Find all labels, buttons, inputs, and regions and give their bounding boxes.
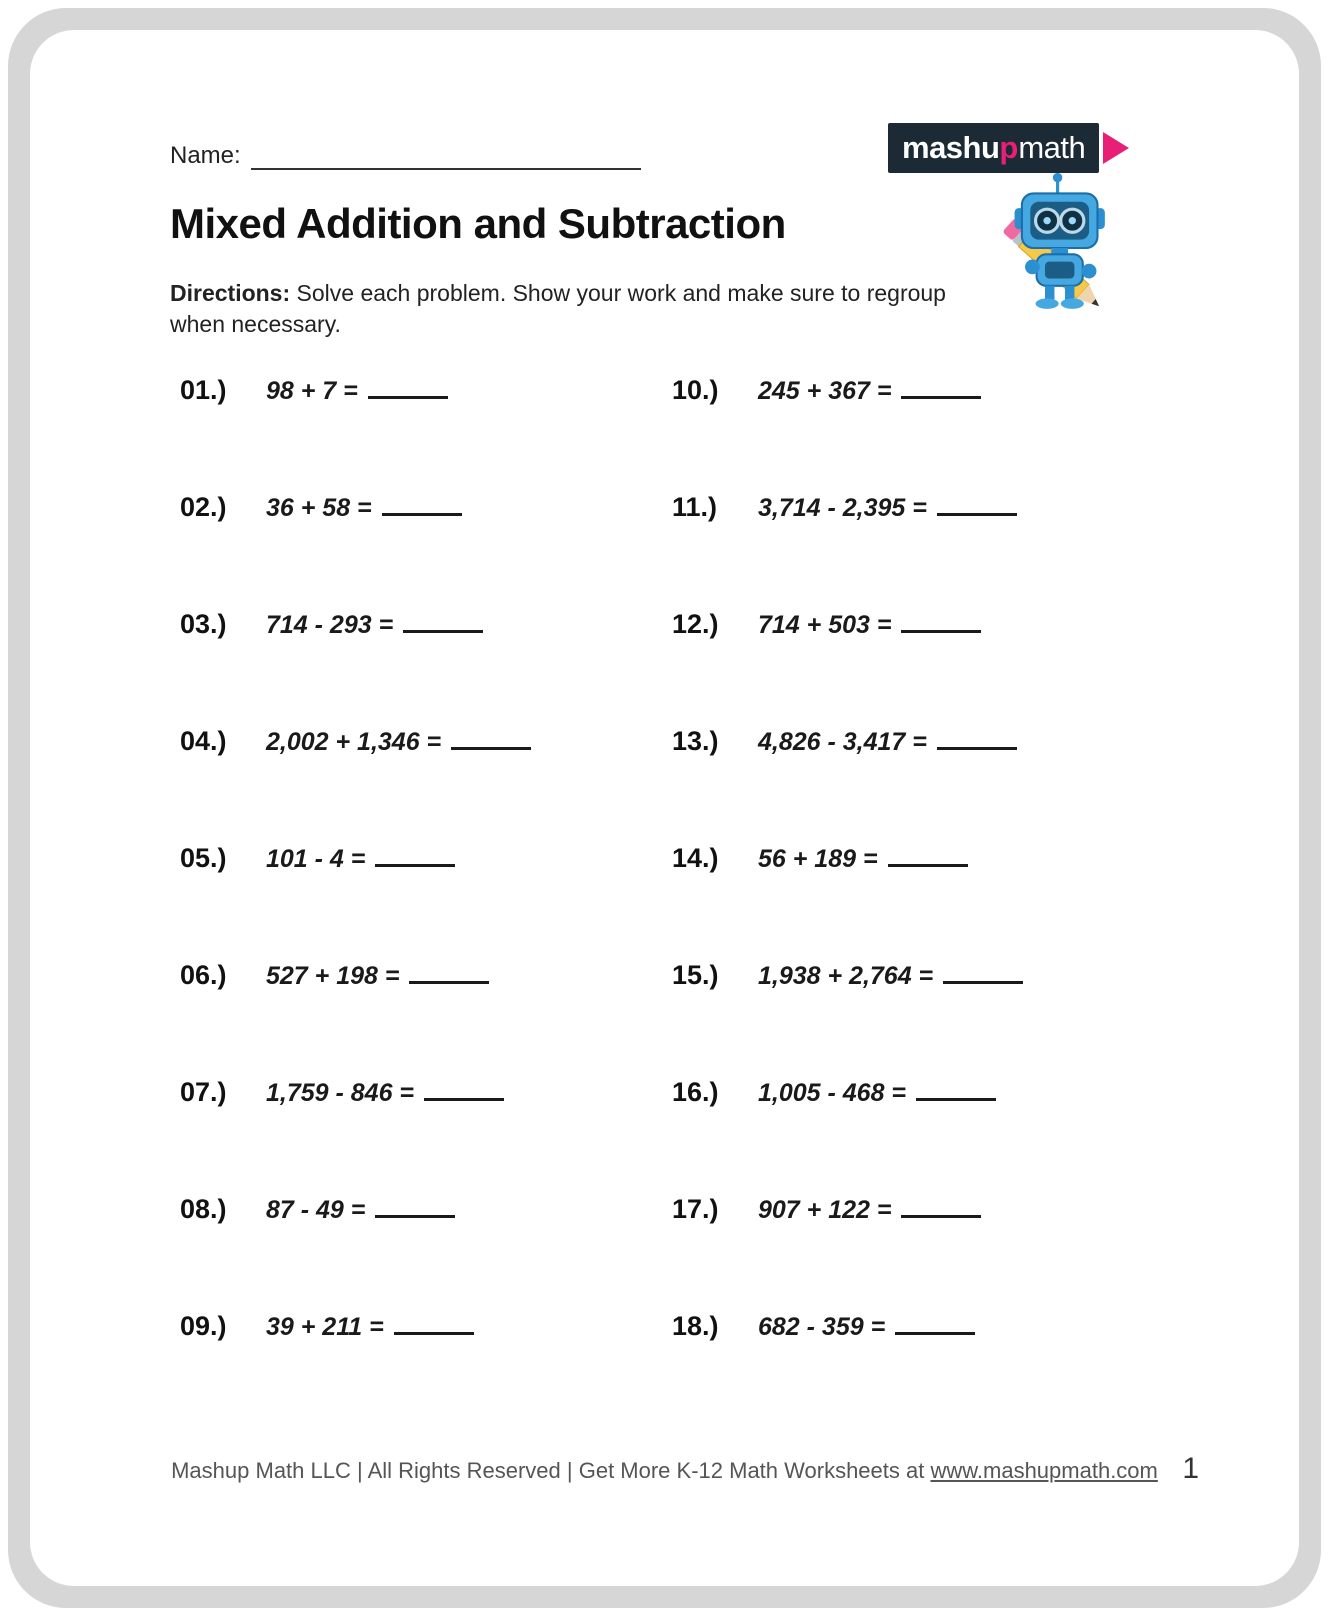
problem-row xyxy=(180,960,670,1077)
problem-number: 10.) xyxy=(672,375,719,405)
problem-row xyxy=(672,1311,1232,1428)
answer-blank[interactable] xyxy=(916,1081,996,1101)
directions-label: Directions: xyxy=(170,280,291,306)
problem-expression: 245 + 367 = xyxy=(758,377,892,405)
footer xyxy=(30,1458,1299,1484)
answer-blank[interactable] xyxy=(901,379,981,399)
problem-number: 04.) xyxy=(180,726,227,756)
answer-blank[interactable] xyxy=(901,1198,981,1218)
answer-blank[interactable] xyxy=(403,613,483,633)
play-triangle-icon xyxy=(1103,132,1129,164)
directions xyxy=(170,278,950,340)
problem-expression: 1,759 - 846 = xyxy=(266,1079,415,1107)
problem-row xyxy=(672,960,1232,1077)
directions-text: Solve each problem. Show your work and make sure to regroup when necessary. xyxy=(170,280,946,337)
problem-row xyxy=(672,726,1232,843)
problem-expression: 101 - 4 = xyxy=(266,845,366,873)
problem-row xyxy=(180,1077,670,1194)
mashup-math-logo xyxy=(888,123,1129,173)
problem-number: 05.) xyxy=(180,843,227,873)
problem-number: 15.) xyxy=(672,960,719,990)
problem-expression: 39 + 211 = xyxy=(266,1313,384,1341)
problem-expression: 1,938 + 2,764 = xyxy=(758,962,934,990)
answer-blank[interactable] xyxy=(937,730,1017,750)
problem-row xyxy=(180,1194,670,1311)
answer-blank[interactable] xyxy=(375,847,455,867)
problem-number: 01.) xyxy=(180,375,227,405)
logo-text-p: p xyxy=(999,130,1019,165)
problem-expression: 98 + 7 = xyxy=(266,377,358,405)
answer-blank[interactable] xyxy=(888,847,968,867)
problem-number: 09.) xyxy=(180,1311,227,1341)
problems-column-right xyxy=(672,375,1232,1428)
answer-blank[interactable] xyxy=(451,730,531,750)
problem-number: 03.) xyxy=(180,609,227,639)
problem-row xyxy=(180,375,670,492)
problem-number: 11.) xyxy=(672,492,718,522)
answer-blank[interactable] xyxy=(382,496,462,516)
problem-row xyxy=(672,492,1232,609)
problem-number: 13.) xyxy=(672,726,719,756)
problem-expression: 1,005 - 468 = xyxy=(758,1079,907,1107)
problems-column-left xyxy=(180,375,670,1428)
page-number: 1 xyxy=(1182,1452,1199,1485)
problem-row xyxy=(672,1194,1232,1311)
problem-row xyxy=(180,609,670,726)
problem-number: 17.) xyxy=(672,1194,719,1224)
name-row xyxy=(170,142,641,170)
answer-blank[interactable] xyxy=(368,379,448,399)
robot-mascot-icon xyxy=(982,168,1150,333)
problem-row xyxy=(672,843,1232,960)
problem-row xyxy=(672,1077,1232,1194)
problem-number: 12.) xyxy=(672,609,719,639)
problem-expression: 3,714 - 2,395 = xyxy=(758,494,927,522)
answer-blank[interactable] xyxy=(901,613,981,633)
problem-expression: 714 - 293 = xyxy=(266,611,394,639)
answer-blank[interactable] xyxy=(409,964,489,984)
problem-expression: 2,002 + 1,346 = xyxy=(266,728,442,756)
name-blank-line[interactable] xyxy=(251,144,641,170)
logo-text-mashu: mashu xyxy=(902,130,1000,165)
problem-expression: 56 + 189 = xyxy=(758,845,878,873)
footer-link[interactable]: www.mashupmath.com xyxy=(930,1458,1158,1483)
problem-expression: 714 + 503 = xyxy=(758,611,892,639)
problem-row xyxy=(180,1311,670,1428)
problem-number: 07.) xyxy=(180,1077,227,1107)
logo-bar xyxy=(888,123,1099,173)
answer-blank[interactable] xyxy=(895,1315,975,1335)
page-title: Mixed Addition and Subtraction xyxy=(170,200,786,247)
logo-text-math: math xyxy=(1018,130,1086,165)
problem-row xyxy=(180,492,670,609)
problem-row xyxy=(672,375,1232,492)
problem-row xyxy=(180,843,670,960)
answer-blank[interactable] xyxy=(424,1081,504,1101)
answer-blank[interactable] xyxy=(937,496,1017,516)
problem-expression: 907 + 122 = xyxy=(758,1196,892,1224)
answer-blank[interactable] xyxy=(375,1198,455,1218)
problem-row xyxy=(672,609,1232,726)
problem-number: 18.) xyxy=(672,1311,719,1341)
name-label: Name: xyxy=(170,142,241,169)
problem-expression: 682 - 359 = xyxy=(758,1313,886,1341)
problem-expression: 36 + 58 = xyxy=(266,494,372,522)
problem-number: 16.) xyxy=(672,1077,719,1107)
problem-expression: 527 + 198 = xyxy=(266,962,400,990)
answer-blank[interactable] xyxy=(394,1315,474,1335)
problem-number: 02.) xyxy=(180,492,227,522)
answer-blank[interactable] xyxy=(943,964,1023,984)
problem-row xyxy=(180,726,670,843)
footer-text: Mashup Math LLC | All Rights Reserved | Get More K-12 Math Worksheets at xyxy=(171,1458,931,1483)
problem-number: 06.) xyxy=(180,960,227,990)
problem-expression: 87 - 49 = xyxy=(266,1196,366,1224)
problem-number: 14.) xyxy=(672,843,719,873)
problem-expression: 4,826 - 3,417 = xyxy=(758,728,927,756)
problem-number: 08.) xyxy=(180,1194,227,1224)
worksheet-page xyxy=(30,30,1299,1586)
